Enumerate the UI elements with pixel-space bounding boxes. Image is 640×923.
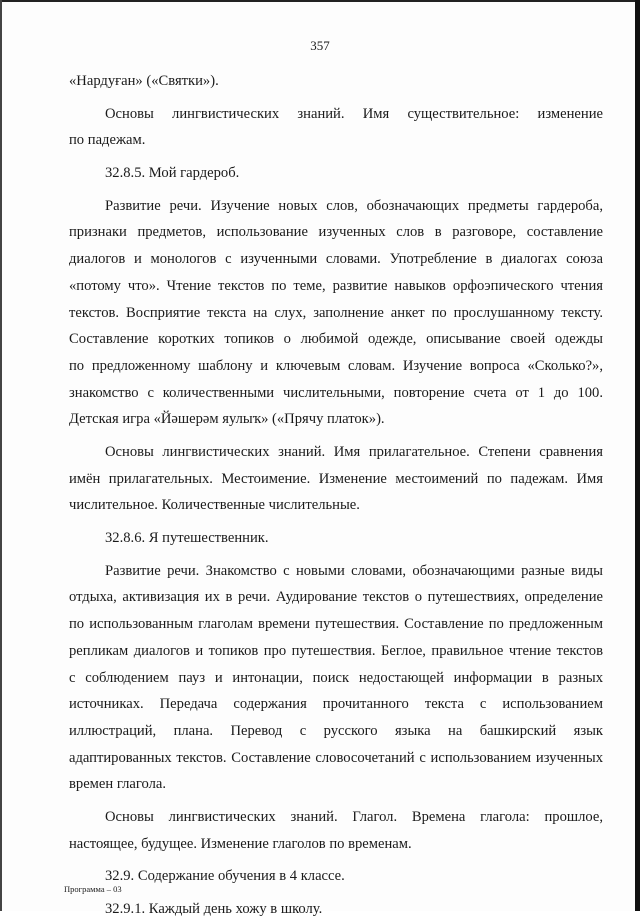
page-number: 357 — [310, 38, 330, 53]
text-line: Составление коротких топиков о любимой одежде, описывание своей одежды — [69, 331, 603, 348]
text-line: 32.9.1. Каждый день хожу в школу. — [105, 901, 323, 918]
paragraph-wardrobe-speech — [69, 193, 603, 433]
text-line: адаптированных текстов. Составление словосочетаний с использованием изученных — [69, 749, 603, 766]
paragraph-adjective-basics — [69, 439, 603, 519]
text-line: отдыха, активизация их в речи. Аудирование текстов о путешествиях, определение — [69, 589, 603, 606]
text-line: с соблюдением пауз и интонации, поиск недостающей информации в разных — [69, 669, 603, 686]
text-line: времен глагола. — [69, 776, 166, 793]
text-line: Основы лингвистических знаний. Глагол. Времена глагола: прошлое, — [105, 808, 603, 825]
text-line: 32.8.6. Я путешественник. — [105, 530, 269, 547]
text-line: 32.9. Содержание обучения в 4 классе. — [105, 868, 345, 885]
text-line: диалогов и монологов с изученными словами. Употребление в диалогах союза — [69, 251, 603, 268]
scan-edge-right — [635, 0, 640, 911]
text-line: имён прилагательных. Местоимение. Изменение местоимений по падежам. Имя — [69, 470, 603, 487]
paragraph-verb-basics — [69, 804, 603, 857]
text-line: текстов. Восприятие текста на слух, заполнение анкет по прослушанному тексту. — [69, 304, 603, 321]
text-line: по предложенному шаблону и ключевым словам. Изучение вопроса «Сколько?», — [69, 357, 603, 374]
text-line: репликам диалогов и топиков про путешествия. Беглое, правильное чтение текстов — [69, 642, 603, 659]
section-heading-traveler — [69, 525, 603, 552]
text-line: Основы лингвистических знаний. Имя существительное: изменение — [105, 105, 603, 122]
text-line: Развитие речи. Изучение новых слов, обозначающих предметы гардероба, — [105, 197, 603, 214]
text-line: источниках. Передача содержания прочитанного текста с использованием — [69, 696, 603, 713]
text-line: Детская игра «Йәшерәм яулыҡ» («Прячу платок»). — [69, 411, 385, 428]
scan-edge-left — [0, 0, 2, 911]
paragraph-svyatki — [69, 68, 603, 95]
text-line: признаки предметов, использование изученных слов в разговоре, составление — [69, 224, 603, 241]
text-line: «Нардуған» («Святки»). — [69, 73, 219, 89]
text-line: 32.8.5. Мой гардероб. — [105, 165, 240, 182]
text-line: по использованным глаголам времени путешествия. Составление по предложенным — [69, 616, 603, 633]
paragraph-noun-basics — [69, 101, 603, 154]
scan-edge-top — [0, 0, 640, 2]
text-line: Развитие речи. Знакомство с новыми словами, обозначающими разные виды — [105, 562, 603, 579]
text-line: числительное. Количественные числительные. — [69, 497, 360, 514]
text-line: по падежам. — [69, 132, 146, 149]
text-line: Основы лингвистических знаний. Имя прилагательное. Степени сравнения — [105, 444, 603, 460]
section-heading-wardrobe — [69, 160, 603, 187]
section-heading-grade-4 — [69, 863, 603, 890]
section-heading-school-daily — [69, 896, 603, 923]
paragraph-traveler-speech — [69, 558, 603, 798]
text-line: настоящее, будущее. Изменение глаголов по временам. — [69, 835, 412, 852]
text-line: «потому что». Чтение текстов по теме, развитие навыков орфоэпического чтения — [69, 277, 603, 294]
document-body — [69, 68, 603, 923]
text-line: иллюстраций, плана. Перевод с русского языка на башкирский язык — [69, 722, 603, 739]
text-line: знакомство с количественными числительными, повторение счета от 1 до 100. — [69, 384, 603, 401]
page-footer: Программа – 03 — [64, 884, 122, 894]
